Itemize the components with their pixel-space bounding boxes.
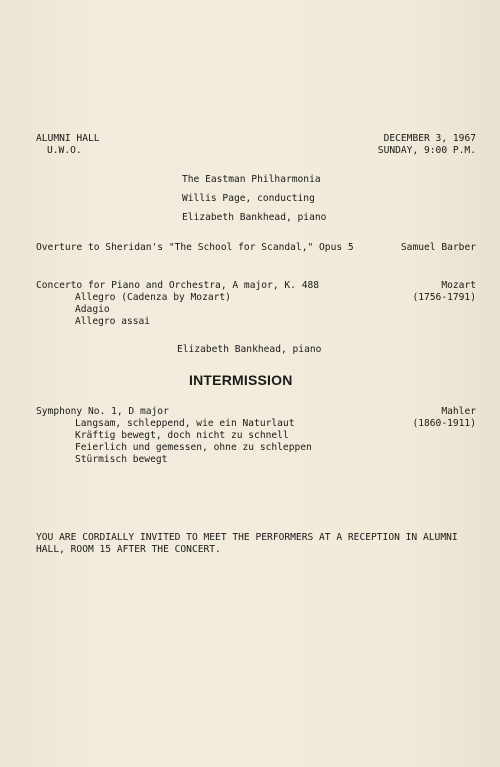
piece-3-years: (1860-1911) (412, 418, 476, 429)
conductor-name: Willis Page, conducting (182, 193, 315, 204)
venue-line1: ALUMNI HALL (36, 133, 100, 144)
date-line1: DECEMBER 3, 1967 (383, 133, 476, 144)
piece-3-movement-3: Feierlich und gemessen, ohne zu schleppen (75, 442, 312, 453)
piece-3-movement-4: Stürmisch bewegt (75, 454, 168, 465)
piece-2-composer: Mozart (441, 280, 476, 291)
piece-2-movement-3: Allegro assai (75, 316, 151, 327)
piece-2-title: Concerto for Piano and Orchestra, A major, K. 488 (36, 280, 320, 291)
piece-3-composer: Mahler (441, 406, 476, 417)
piece-1-title: Overture to Sheridan's "The School for Scandal," Opus 5 (36, 242, 354, 253)
soloist-name: Elizabeth Bankhead, piano (182, 212, 327, 223)
intermission-heading: INTERMISSION (189, 372, 293, 388)
piece-2-movement-1: Allegro (Cadenza by Mozart) (75, 292, 231, 303)
piece-3-title: Symphony No. 1, D major (36, 406, 169, 417)
piece-3-movement-2: Kräftig bewegt, doch nicht zu schnell (75, 430, 289, 441)
piece-3-movement-1: Langsam, schleppend, wie ein Naturlaut (75, 418, 295, 429)
piece-1-composer: Samuel Barber (400, 242, 476, 253)
date-line2: SUNDAY, 9:00 P.M. (377, 145, 476, 156)
invitation-line1: YOU ARE CORDIALLY INVITED TO MEET THE PERFORMERS AT A RECEPTION IN ALUMNI (36, 532, 458, 543)
piece-2-years: (1756-1791) (412, 292, 476, 303)
orchestra-name: The Eastman Philharmonia (182, 174, 321, 185)
venue-line2: U.W.O. (47, 145, 82, 156)
piece-2-movement-2: Adagio (75, 304, 110, 315)
invitation-line2: HALL, ROOM 15 AFTER THE CONCERT. (36, 544, 221, 555)
piece-2-soloist: Elizabeth Bankhead, piano (177, 344, 322, 355)
